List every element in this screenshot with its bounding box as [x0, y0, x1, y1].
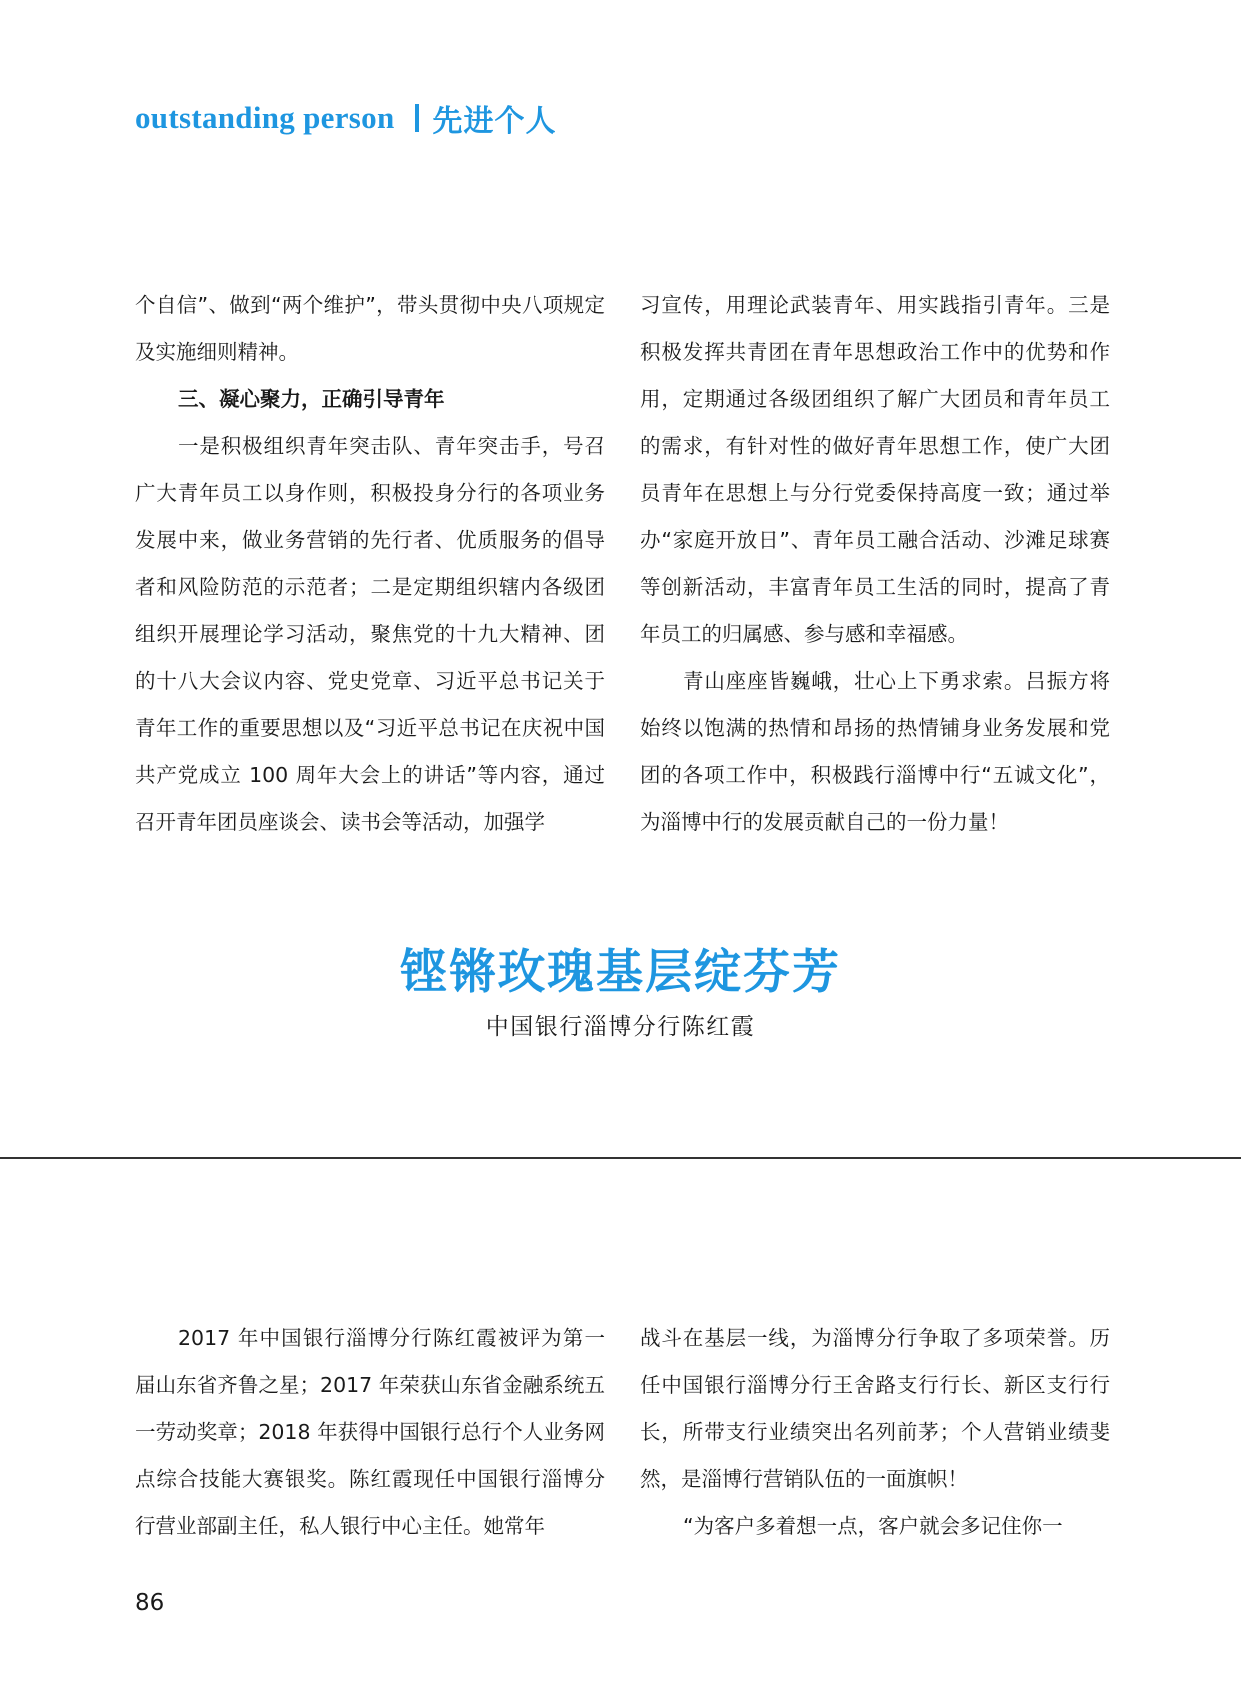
- article-title: 铿锵玫瑰基层绽芬芳: [400, 945, 841, 1000]
- paragraph: 个自信”、做到“两个维护”，带头贯彻中央八项规定及实施细则精神。: [135, 293, 605, 364]
- section2-right-column: [640, 1315, 1110, 1550]
- paragraph: 一是积极组织青年突击队、青年突击手，号召广大青年员工以身作则，积极投身分行的各项业务发展中来，做业务营销的先行者、优质服务的倡导者和风险防范的示范者；二是定期组织辖内各级团组织开展理论学习活动，聚焦党的十九大精神、团的十八大会议内容、党史党章、习近平总书记关于青年工作的重要思想以及“习近平总书记在庆祝中国共产党成立 100 周年大会上的讲话”等内容，通过召开青年团员座谈会、读书会等活动，加强学: [135, 434, 605, 834]
- header-english: outstanding person: [135, 100, 395, 135]
- paragraph: 青山座座皆巍峨，壮心上下勇求索。吕振方将始终以饱满的热情和昂扬的热情铺身业务发展和党团的各项工作中，积极践行淄博中行“五诚文化”，为淄博中行的发展贡献自己的一份力量！: [640, 669, 1110, 834]
- page-number: 86: [135, 1590, 165, 1616]
- section1-left-column: [135, 282, 605, 846]
- divider-line: [0, 1157, 1241, 1159]
- paragraph: “为客户多着想一点，客户就会多记住你一: [683, 1514, 1063, 1538]
- section2-left-column: [135, 1315, 605, 1550]
- subheading: 三、凝心聚力，正确引导青年: [178, 387, 445, 411]
- header-chinese: 先进个人: [432, 104, 557, 139]
- paragraph: 2017 年中国银行淄博分行陈红霞被评为第一届山东省齐鲁之星；2017 年荣获山东省金融系统五一劳动奖章；2018 年获得中国银行总行个人业务网点综合技能大赛银奖。陈红霞现任中国银行淄博分行营业部副主任，私人银行中心主任。她常年: [135, 1326, 605, 1538]
- paragraph: 习宣传，用理论武装青年、用实践指引青年。三是积极发挥共青团在青年思想政治工作中的优势和作用，定期通过各级团组织了解广大团员和青年员工的需求，有针对性的做好青年思想工作，使广大团员青年在思想上与分行党委保持高度一致；通过举办“家庭开放日”、青年员工融合活动、沙滩足球赛等创新活动，丰富青年员工生活的同时，提高了青年员工的归属感、参与感和幸福感。: [640, 293, 1110, 646]
- article-subtitle: 中国银行淄博分行陈红霞: [485, 1014, 756, 1040]
- section1-right-column: [640, 282, 1110, 846]
- article-title-block: [0, 940, 1241, 1041]
- header-divider: [415, 104, 419, 132]
- paragraph: 战斗在基层一线，为淄博分行争取了多项荣誉。历任中国银行淄博分行王舍路支行行长、新区支行行长，所带支行业绩突出名列前茅；个人营销业绩斐然，是淄博行营销队伍的一面旗帜！: [640, 1326, 1110, 1491]
- section-header: [135, 98, 557, 138]
